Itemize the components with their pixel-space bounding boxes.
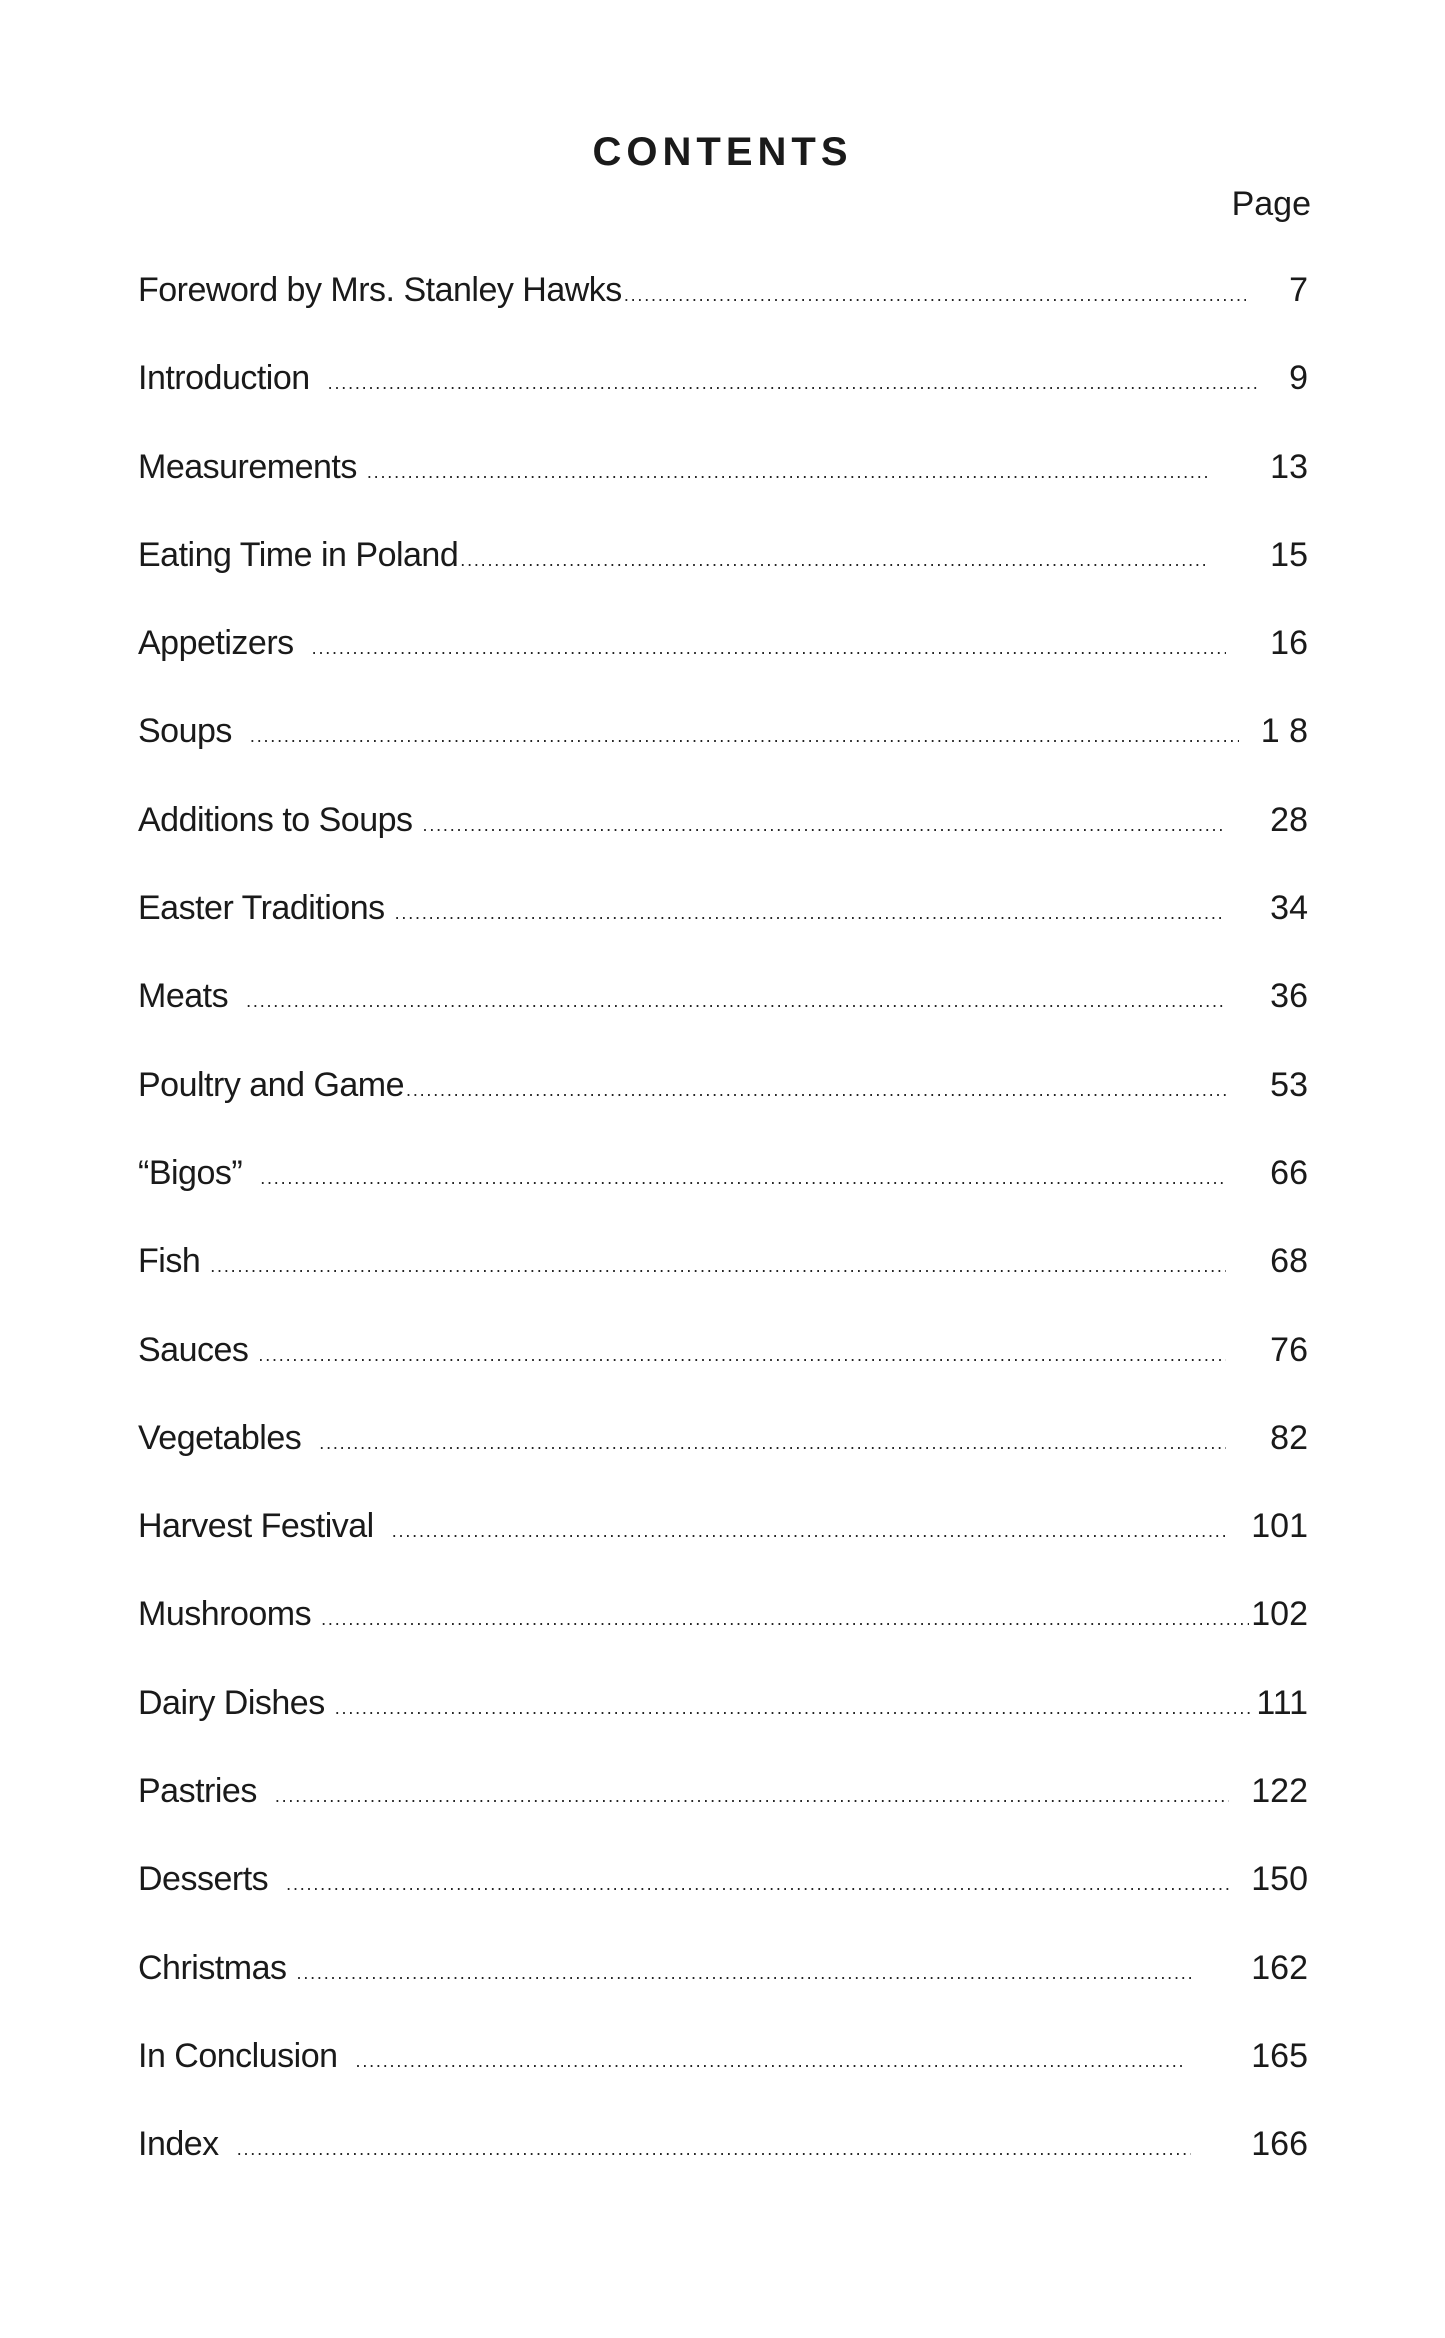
toc-entry-page: 150	[1251, 1860, 1308, 1899]
toc-entry[interactable]	[138, 798, 1308, 886]
toc-entry-page: 162	[1251, 1948, 1308, 1987]
dot-leader	[367, 450, 1208, 494]
dot-leader	[246, 979, 1226, 1023]
toc-entry-label: Dairy Dishes	[138, 1683, 325, 1722]
toc-entry[interactable]	[138, 356, 1308, 444]
toc-entry[interactable]	[138, 886, 1308, 974]
table-of-contents	[138, 268, 1308, 2211]
toc-entry-page: 7	[1289, 271, 1308, 309]
toc-entry-label: Foreword by Mrs. Stanley Hawks	[138, 271, 622, 309]
toc-entry-label: Index	[138, 2125, 219, 2164]
toc-entry-label: Desserts	[138, 1860, 269, 1899]
toc-entry-page: 166	[1251, 2125, 1308, 2164]
dot-leader	[250, 714, 1239, 758]
toc-entry-label: Poultry and Game	[138, 1065, 405, 1104]
toc-entry[interactable]	[138, 621, 1308, 709]
toc-entry-label: Sauces	[138, 1330, 249, 1369]
toc-entry-page: 13	[1270, 447, 1308, 486]
dot-leader	[406, 1068, 1226, 1112]
toc-entry-label: “Bigos”	[138, 1153, 243, 1192]
toc-entry-page: 165	[1251, 2036, 1308, 2075]
dot-leader	[297, 1951, 1192, 1995]
dot-leader	[258, 1333, 1226, 1377]
dot-leader	[260, 1156, 1226, 1200]
toc-entry-page: 36	[1270, 977, 1308, 1016]
contents-title-text: CONTENTS	[592, 130, 853, 174]
toc-entry-label: Eating Time in Poland	[138, 535, 459, 574]
toc-entry-label: Introduction	[138, 359, 310, 398]
toc-entry[interactable]	[138, 709, 1308, 797]
toc-entry[interactable]	[138, 1416, 1308, 1504]
toc-entry[interactable]	[138, 1769, 1308, 1857]
toc-entry[interactable]	[138, 2122, 1308, 2210]
dot-leader	[356, 2039, 1184, 2083]
toc-entry-page: 15	[1270, 535, 1308, 574]
toc-entry-label: Christmas	[138, 1948, 287, 1987]
toc-entry-page: 101	[1251, 1507, 1308, 1546]
contents-title	[0, 128, 1445, 176]
toc-entry[interactable]	[138, 1681, 1308, 1769]
toc-entry[interactable]	[138, 1946, 1308, 2034]
toc-entry-label: Soups	[138, 712, 232, 751]
dot-leader	[395, 891, 1226, 935]
toc-entry[interactable]	[138, 1063, 1308, 1151]
toc-entry[interactable]	[138, 1504, 1308, 1592]
toc-entry-page: 102	[1251, 1595, 1308, 1634]
dot-leader	[275, 1774, 1229, 1818]
toc-entry[interactable]	[138, 445, 1308, 533]
toc-entry-page: 76	[1270, 1330, 1308, 1369]
toc-entry-page: 9	[1289, 359, 1308, 398]
toc-entry[interactable]	[138, 533, 1308, 621]
toc-entry-page: 1 8	[1260, 712, 1308, 751]
toc-entry-label: Appetizers	[138, 624, 294, 663]
dot-leader	[321, 1597, 1249, 1641]
toc-entry[interactable]	[138, 2034, 1308, 2122]
dot-leader	[460, 538, 1208, 582]
toc-entry-page: 34	[1270, 889, 1308, 928]
toc-entry-label: Measurements	[138, 447, 357, 486]
toc-entry-label: Fish	[138, 1242, 201, 1281]
dot-leader	[423, 803, 1226, 847]
toc-entry[interactable]	[138, 1151, 1308, 1239]
toc-entry-page: 111	[1256, 1683, 1308, 1722]
toc-entry-label: Pastries	[138, 1772, 257, 1811]
dot-leader	[624, 273, 1246, 317]
dot-leader	[335, 1686, 1255, 1730]
toc-entry[interactable]	[138, 1857, 1308, 1945]
toc-entry-label: Vegetables	[138, 1418, 302, 1457]
toc-entry-page: 66	[1270, 1153, 1308, 1192]
toc-entry-label: Meats	[138, 977, 229, 1016]
toc-entry[interactable]	[138, 1239, 1308, 1327]
toc-entry-label: Harvest Festival	[138, 1507, 374, 1546]
page-column-heading: Page	[1231, 185, 1311, 223]
dot-leader	[286, 1862, 1229, 1906]
dot-leader	[328, 361, 1260, 405]
toc-entry-label: In Conclusion	[138, 2036, 338, 2075]
toc-entry[interactable]	[138, 974, 1308, 1062]
dot-leader	[210, 1244, 1226, 1288]
toc-entry-page: 82	[1270, 1418, 1308, 1457]
dot-leader	[319, 1421, 1226, 1465]
toc-entry[interactable]	[138, 1328, 1308, 1416]
toc-entry[interactable]	[138, 268, 1308, 356]
dot-leader	[237, 2127, 1192, 2171]
toc-entry-label: Mushrooms	[138, 1595, 312, 1634]
dot-leader	[312, 626, 1226, 670]
toc-entry-page: 122	[1251, 1772, 1308, 1811]
toc-entry[interactable]	[138, 1592, 1308, 1680]
toc-entry-label: Easter Traditions	[138, 889, 385, 928]
toc-entry-label: Additions to Soups	[138, 800, 413, 839]
toc-entry-page: 16	[1270, 624, 1308, 663]
toc-entry-page: 53	[1270, 1065, 1308, 1104]
toc-entry-page: 28	[1270, 800, 1308, 839]
toc-entry-page: 68	[1270, 1242, 1308, 1281]
dot-leader	[392, 1509, 1230, 1553]
